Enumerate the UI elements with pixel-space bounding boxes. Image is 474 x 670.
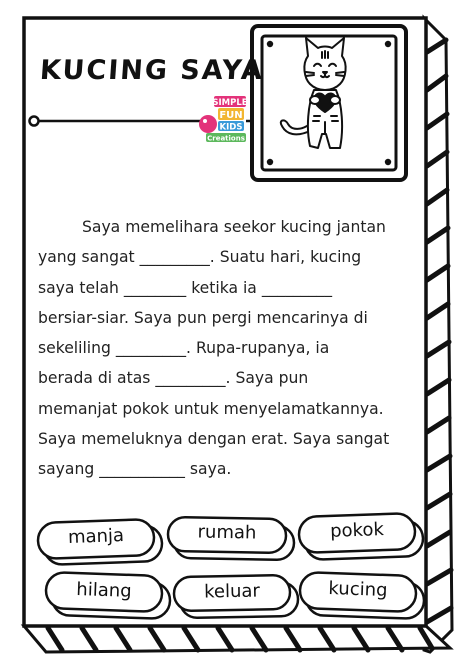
story-line: bersiar-siar. Saya pun pergi mencarinya di [38, 308, 368, 327]
worksheet-title: KUCING SAYA [38, 55, 266, 86]
logo-subtitle: Creations [207, 134, 245, 143]
logo-line-simple: SIMPLE [212, 98, 248, 108]
logo-line-fun: FUN [219, 110, 243, 121]
story-passage [38, 212, 424, 485]
story-line: memanjat pokok untuk menyelamatkannya. [38, 399, 384, 418]
story-line: Saya memelihara seekor kucing jantan [82, 218, 386, 236]
word-label-hilang: hilang [76, 579, 132, 602]
story-line: saya telah ________ ketika ia _________ [38, 278, 332, 297]
story-line: sekeliling _________. Rupa-rupanya, ia [38, 339, 330, 358]
story-line: yang sangat _________. Suatu hari, kucing [38, 248, 362, 267]
word-label-manja: manja [67, 525, 125, 548]
story-line: Saya memeluknya dengan erat. Saya sangat [38, 430, 390, 449]
logo-line-kids: KIDS [219, 122, 243, 133]
story-line: berada di atas _________. Saya pun [38, 369, 309, 388]
word-label-pokok: pokok [329, 519, 385, 542]
word-label-keluar: keluar [203, 580, 261, 603]
word-label-kucing: kucing [328, 577, 388, 602]
word-label-rumah: rumah [197, 521, 257, 544]
story-line: sayang ___________ saya. [38, 460, 232, 479]
